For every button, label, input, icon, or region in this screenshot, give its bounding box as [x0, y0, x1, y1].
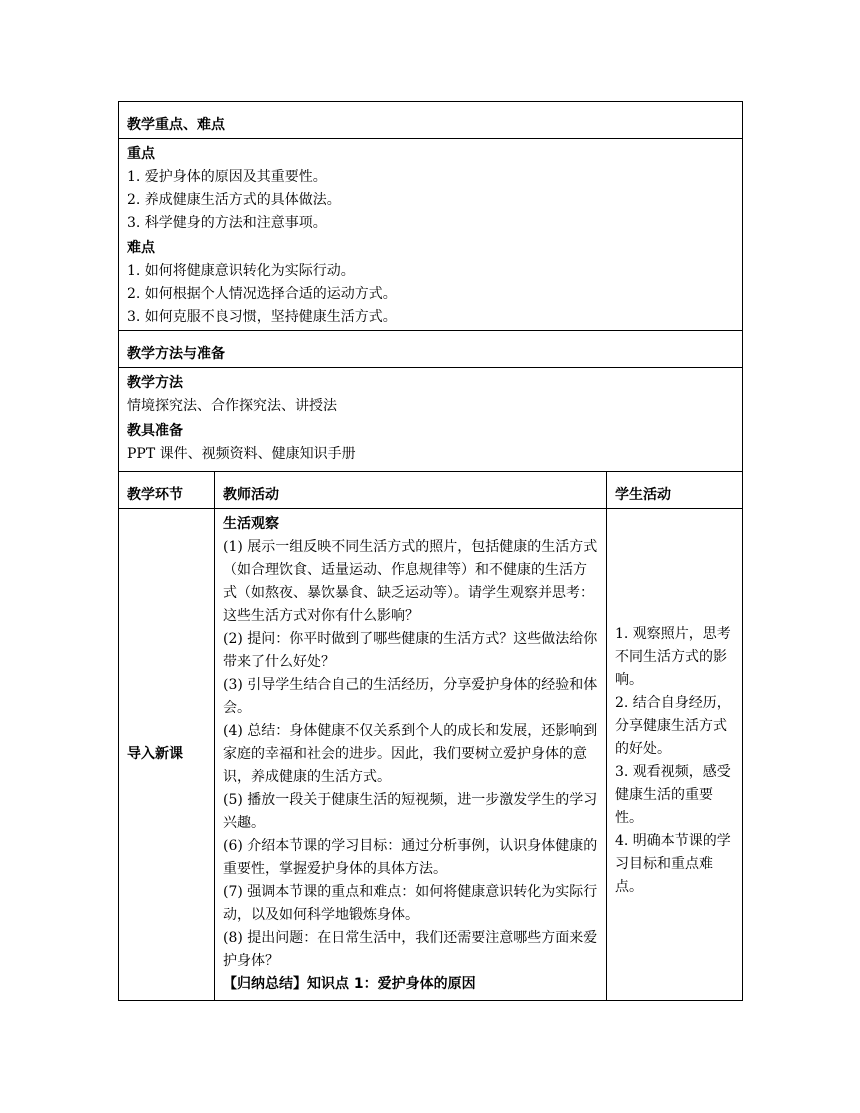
teacher-activity-item: (5) 播放一段关于健康生活的短视频，进一步激发学生的学习兴趣。 [223, 792, 598, 831]
key-point-item: 1. 爱护身体的原因及其重要性。 [127, 169, 327, 185]
teaching-method-label: 教学方法 [127, 375, 183, 391]
summary-heading: 【归纳总结】知识点 1：爱护身体的原因 [223, 976, 476, 992]
stage-name: 导入新课 [127, 746, 183, 762]
teacher-activity-item: (7) 强调本节课的重点和难点：如何将健康意识转化为实际行动，以及如何科学地锻炼身体。 [223, 884, 598, 923]
teacher-activity-item: (3) 引导学生结合自己的生活经历，分享爱护身体的经验和体会。 [223, 677, 598, 716]
teacher-activity-title: 生活观察 [223, 516, 279, 532]
section2-body-row [119, 368, 743, 472]
student-activity-item: 1. 观察照片，思考不同生活方式的影响。 [615, 626, 731, 688]
teacher-activity-item: (8) 提出问题：在日常生活中，我们还需要注意哪些方面来爱护身体？ [223, 930, 598, 969]
teaching-method-text: 情境探究法、合作探究法、讲授法 [127, 398, 337, 414]
teaching-tools-label: 教具准备 [127, 423, 183, 439]
section1-body-row [119, 139, 743, 331]
column-header-student: 学生活动 [615, 487, 671, 503]
difficult-point-item: 2. 如何根据个人情况选择合适的运动方式。 [127, 286, 397, 302]
difficult-point-item: 1. 如何将健康意识转化为实际行动。 [127, 263, 355, 279]
teacher-activity-item: (4) 总结：身体健康不仅关系到个人的成长和发展，还影响到家庭的幸福和社会的进步。因此，我们要树立爱护身体的意识，养成健康的生活方式。 [223, 723, 598, 785]
key-points-label: 重点 [127, 146, 155, 162]
teacher-activity-item: (1) 展示一组反映不同生活方式的照片，包括健康的生活方式（如合理饮食、适量运动、作息规律等）和不健康的生活方式（如熬夜、暴饮暴食、缺乏运动等）。请学生观察并思考：这些生活方式对你有什么影响？ [223, 539, 598, 624]
student-activity-item: 2. 结合自身经历，分享健康生活方式的好处。 [615, 695, 731, 757]
section2-title: 教学方法与准备 [127, 346, 225, 362]
key-point-item: 2. 养成健康生活方式的具体做法。 [127, 192, 341, 208]
lesson-plan-table [118, 101, 742, 1001]
difficult-point-item: 3. 如何克服不良习惯，坚持健康生活方式。 [127, 309, 397, 325]
section1-title: 教学重点、难点 [127, 117, 225, 133]
teacher-activity-item: (2) 提问：你平时做到了哪些健康的生活方式？这些做法给你带来了什么好处？ [223, 631, 598, 670]
column-header-stage: 教学环节 [127, 487, 183, 503]
teacher-activity-item: (6) 介绍本节课的学习目标：通过分析事例，认识身体健康的重要性，掌握爱护身体的具体方法。 [223, 838, 598, 877]
section2-header-row [119, 331, 743, 368]
section1-header-row [119, 102, 743, 139]
difficult-points-label: 难点 [127, 240, 155, 256]
activity-row [119, 509, 743, 1001]
column-header-row [119, 472, 743, 509]
teaching-tools-text: PPT 课件、视频资料、健康知识手册 [127, 446, 356, 462]
column-header-teacher: 教师活动 [223, 487, 279, 503]
student-activity-item: 3. 观看视频，感受健康生活的重要性。 [615, 764, 731, 826]
student-activity-item: 4. 明确本节课的学习目标和重点难点。 [615, 833, 731, 895]
key-point-item: 3. 科学健身的方法和注意事项。 [127, 215, 327, 231]
